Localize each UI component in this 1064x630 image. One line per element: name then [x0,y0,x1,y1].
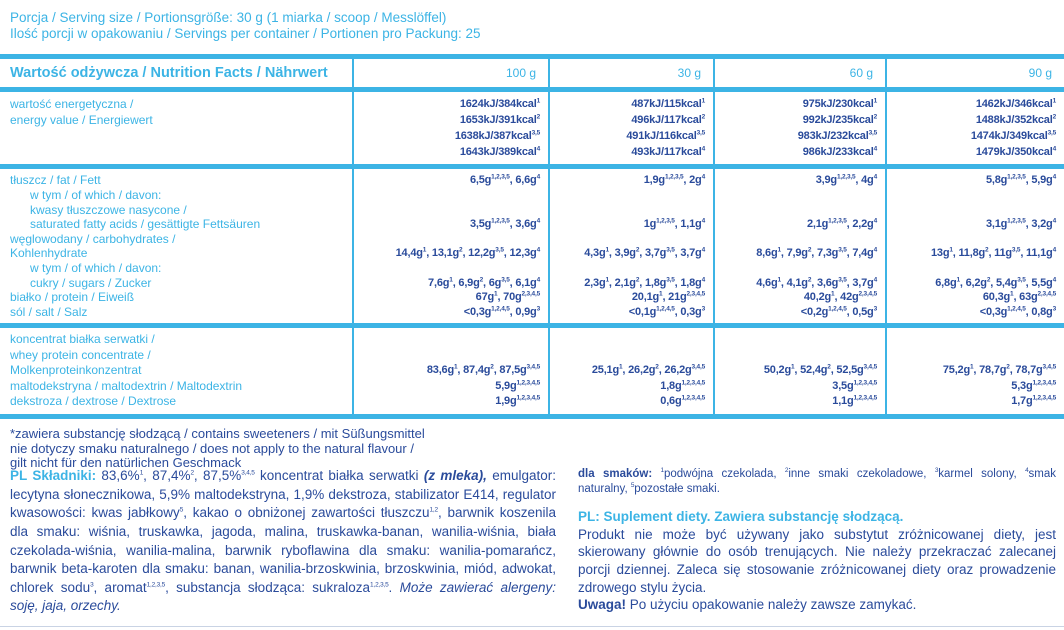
nutrient-label: białko / protein / Eiweiß [10,290,135,305]
text-segment: podwójna czekolada, [663,468,785,480]
nutrient-value: $3,5g^{1,2,3,4,5}$ [832,379,877,392]
nutrient-label: whey protein concentrate / [10,347,151,362]
nutrient-label: Kohlenhydrate [10,246,88,261]
nutrient-value [715,348,877,364]
text-segment: , barwnik koszenila dla smaku: wiśnia, truskawka, jagoda, malina, truskawka-banan, wanilia-wiśnia, biała czekolada-wiśnia, wanilia-malina, barwnik ryboflawina dla smaku: wanilia-pomarańcz, barwnik beta-karoten dla smaku: banan, wanilia-brzoskwinia, brzoskwinia, miód, adwokat, chlorek sodu [10,505,556,595]
nutrient-value: 986kJ/233kcal$^4$ [802,145,877,159]
nutrient-value: $1,8g^{1,2,3,4,5}$ [660,379,705,392]
text-segment: , 87,4% [143,468,191,483]
servings-per-container-line: Ilość porcji w opakowaniu / Servings per container / Portionen pro Packung: 25 [10,26,481,42]
nutrient-value: $25,1g^1$, $26,2g^2$, $26,2g^{3,4,5}$ [591,363,705,377]
footnote-line-2: nie dotyczy smaku naturalnego / does not apply to the natural flavour / [10,440,414,456]
nutrient-label: tłuszcz / fat / Fett [10,173,101,188]
table-section-energy [0,92,1064,169]
nutrient-label: w tym / of which / davon: [30,260,162,275]
text-segment: 83,6% [96,468,140,483]
nutrient-label: maltodekstryna / maltodextrin / Maltodextrin [10,378,243,393]
nutrient-value: 491kJ/116kcal$^{3,5}$ [626,129,705,143]
nutrient-value: 1479kJ/350kcal$^4$ [975,145,1056,159]
nutrient-value: $4,6g^1$, $4,1g^2$, $3,6g^{3,5}$, $3,7g^4$ [756,275,877,289]
nutrient-value [354,188,540,203]
text-segment: 1,2 [429,506,438,514]
footnote-line-3: gilt nicht für den natürlichen Geschmack [10,455,242,471]
column-header-30g: 30 g [548,59,713,87]
nutrient-value [715,203,877,218]
nutrient-value: $6,5g^{1,2,3,5}$, $6,6g^4$ [469,173,540,187]
value-column-100g [352,169,548,323]
right-info-panel [578,467,1056,614]
nutrient-label: energy value / Energiewert [10,113,153,128]
nutrition-table [0,54,1064,418]
warning-label: Uwaga! [578,597,627,613]
value-column-60g [713,92,885,164]
value-column-100g [352,92,548,164]
nutrient-value [715,332,877,348]
nutrient-value: $3,5g^{1,2,3,5}$, $3,6g^4$ [469,217,540,231]
usage-warning [578,596,1056,614]
value-column-30g [548,328,713,414]
text-segment: , aromat [93,579,147,595]
text-segment: 1 [139,469,144,477]
nutrient-label-column [0,328,352,414]
nutrient-label-column [0,92,352,164]
sweetener-footnote [10,427,1064,471]
text-segment: smak naturalny, [578,468,1056,495]
text-segment: 3 [90,581,94,589]
text-segment: 3 [934,467,939,475]
text-segment: PL Składniki: [10,468,97,483]
text-segment: , substancja słodząca: sukraloza [165,579,371,595]
text-segment: 2 [784,467,789,475]
text-segment: 4 [1025,467,1029,475]
nutrient-value [550,203,705,218]
nutrient-value: $83,6g^1$, $87,4g^2$, $87,5g^{3,4,5}$ [426,363,540,377]
nutrient-label: wartość energetyczna / [10,97,134,112]
nutrient-value: 496kJ/117kcal$^2$ [631,113,705,127]
nutrient-value: $1,9g^{1,2,3,5}$, $2g^4$ [643,173,705,187]
nutrient-value: $40,2g^1$, $42g^{2,3,4,5}$ [803,290,877,304]
nutrient-value: $14,4g^1$, $13,1g^2$, $12,2g^{3,5}$, $12,3g^4$ [395,246,540,260]
nutrient-value: 992kJ/235kcal$^2$ [802,113,877,127]
supplement-heading: PL: Suplement diety. Zawiera substancję słodzącą. [578,508,904,524]
nutrient-value: 1474kJ/349kcal$^{3,5}$ [970,129,1056,143]
nutrient-value: $1g^{1,2,3,5}$, $1,1g^4$ [643,217,705,231]
warning-text: Po użyciu opakowanie należy zawsze zamykać. [626,597,917,613]
nutrient-value: $1,1g^{1,2,3,4,5}$ [832,394,877,408]
value-column-90g [885,92,1064,164]
text-segment: , kakao o obniżonej zawartości tłuszczu [183,505,430,521]
nutrient-label [10,128,352,144]
value-column-30g [548,169,713,323]
flavor-footnotes [578,467,1056,497]
nutrient-label: węglowodany / carbohydrates / [10,231,176,246]
nutrient-label: cukry / sugars / Zucker [30,275,152,290]
nutrient-value [887,261,1056,276]
text-segment: , 87,5% [193,468,242,483]
nutrient-value [887,188,1056,203]
table-section-whey [0,328,1064,414]
nutrient-value: $3,1g^{1,2,3,5}$, $3,2g^4$ [985,217,1056,231]
nutrient-label [10,144,352,160]
nutrient-label: sól / salt / Salz [10,304,88,319]
value-column-90g [885,328,1064,414]
nutrient-value: $20,1g^1$, $21g^{2,3,4,5}$ [631,290,705,304]
nutrient-value [715,232,877,247]
nutrient-value: $5,8g^{1,2,3,5}$, $5,9g^4$ [985,173,1056,187]
text-segment: Może zawierać alergeny: soję, jaja, orzechy. [10,579,556,614]
nutrient-value [354,232,540,247]
nutrient-value: $5,9g^{1,2,3,4,5}$ [495,379,540,392]
value-column-100g [352,328,548,414]
nutrient-value: 487kJ/115kcal$^1$ [631,97,705,111]
nutrient-value [354,203,540,218]
nutrient-value [715,188,877,203]
nutrient-label: dekstroza / dextrose / Dextrose [10,394,177,409]
nutrient-value: $<0,2g^{1,2,4,5}$, $0,5g^3$ [800,305,877,318]
footnote-line-1: *zawiera substancję słodzącą / contains sweeteners / mit Süßungsmittel [10,425,425,441]
nutrient-value [550,261,705,276]
nutrient-value: $6,8g^1$, $6,2g^2$, $5,4g^{3,5}$, $5,5g^4$ [935,275,1056,289]
text-segment: 1 [660,467,664,475]
nutrition-table-header [0,59,1064,92]
nutrient-value [550,348,705,364]
supplement-body-text: Produkt nie może być używany jako substytut zróżnicowanej diety, jest skierowany głównie do osób trenujących. Nie należy przekraczać zalecanej porcji dziennej. Zaleca się stosowanie zróżnicowanej diety oraz prowadzenie zdrowego stylu życia. [578,526,1056,595]
table-sections [0,92,1064,413]
nutrient-value: $2,3g^1$, $2,1g^2$, $1,8g^{3,5}$, $1,8g^4$ [584,275,705,289]
column-header-100g: 100 g [352,59,548,87]
nutrient-value: $2,1g^{1,2,3,5}$, $2,2g^4$ [806,217,877,231]
nutrient-value: $1,9g^{1,2,3,4,5}$ [495,394,540,408]
text-segment: dla smaków: [578,468,661,480]
value-column-30g [548,92,713,164]
nutrient-value: 1653kJ/391kcal$^2$ [459,113,540,127]
column-header-90g: 90 g [885,59,1064,87]
nutrient-value: $4,3g^1$, $3,9g^2$, $3,7g^{3,5}$, $3,7g^4$ [584,246,705,260]
nutrient-value: 1624kJ/384kcal$^1$ [459,97,540,111]
column-header-60g: 60 g [713,59,885,87]
nutrient-value: $<0,3g^{1,2,4,5}$, $0,8g^3$ [979,305,1056,318]
nutrient-value: 975kJ/230kcal$^1$ [802,97,877,111]
nutrient-value: $5,3g^{1,2,3,4,5}$ [1011,379,1056,392]
text-segment: 3,4,5 [241,469,255,477]
nutrient-value: 983kJ/232kcal$^{3,5}$ [797,129,877,143]
text-segment: inne smaki czekoladowe, [788,468,935,480]
nutrient-value [354,332,540,348]
serving-size-line: Porcja / Serving size / Portionsgröße: 30 g (1 miarka / scoop / Messlöffel) [10,10,447,25]
nutrient-value: $8,6g^1$, $7,9g^2$, $7,3g^{3,5}$, $7,4g^4$ [756,246,877,260]
value-column-60g [713,328,885,414]
nutrient-value [550,332,705,348]
text-segment: . [388,579,400,595]
nutrient-value: 1643kJ/389kcal$^4$ [459,145,540,159]
text-segment: 2 [190,469,194,477]
nutrient-value [887,232,1056,247]
text-segment: 1,2,3,5 [370,581,389,589]
nutrient-value: $1,7g^{1,2,3,4,5}$ [1011,394,1056,408]
text-segment: 5 [630,482,635,490]
nutrient-value [354,261,540,276]
ingredients-paragraph [10,467,556,616]
nutrient-value: $13g^1$, $11,8g^2$, $11g^{3,5}$, $11,1g^4$ [931,246,1056,260]
text-segment: karmel solony, [938,468,1026,480]
nutrient-value: $0,6g^{1,2,3,4,5}$ [660,394,705,408]
nutrient-label: Molkenproteinkonzentrat [10,363,142,378]
nutrient-value: $3,9g^{1,2,3,5}$, $4g^4$ [815,173,877,187]
nutrient-value: $67g^1$, $70g^{2,3,4,5}$ [475,290,540,304]
value-column-90g [885,169,1064,323]
nutrient-value: $<0,1g^{1,2,4,5}$, $0,3g^3$ [628,305,705,318]
nutrient-value [550,188,705,203]
nutrient-value: 1488kJ/352kcal$^2$ [975,113,1056,127]
text-segment: emulgator: lecytyna słonecznikowa, 5,9% maltodekstryna, 1,9% dekstroza, stabilizator E414, regulator kwasowości: kwas jabłkowy [10,468,557,521]
nutrient-value [715,261,877,276]
nutrient-label-column [0,169,352,323]
nutrient-value [887,348,1056,364]
nutrient-label: w tym / of which / davon: [30,187,162,202]
nutrient-value [550,232,705,247]
value-column-60g [713,169,885,323]
text-segment: pozostałe smaki. [634,482,720,495]
nutrient-value: 493kJ/117kcal$^4$ [631,145,705,159]
nutrient-value: 1638kJ/387kcal$^{3,5}$ [454,129,540,143]
nutrient-value: $<0,3g^{1,2,4,5}$, $0,9g^3$ [463,305,540,318]
nutrient-value: $60,3g^1$, $63g^{2,3,4,5}$ [982,290,1056,304]
text-segment: 5 [179,506,184,514]
nutrient-label: koncentrat białka serwatki / [10,332,155,347]
text-segment: (z mleka), [423,468,487,483]
nutrition-table-title: Wartość odżywcza / Nutrition Facts / Nährwert [10,65,328,82]
nutrient-label: saturated fatty acids / gesättigte Fettsäuren [30,217,261,232]
nutrient-value: $50,2g^1$, $52,4g^2$, $52,5g^{3,4,5}$ [763,363,877,377]
serving-info [0,0,1064,42]
nutrient-label: kwasy tłuszczowe nasycone / [30,202,187,217]
text-segment: koncentrat białka serwatki [254,468,424,483]
nutrient-value [887,203,1056,218]
nutrient-value [887,332,1056,348]
nutrient-value [354,348,540,364]
nutrient-value: $7,6g^1$, $6,9g^2$, $6g^{3,5}$, $6,1g^4$ [428,275,540,289]
table-section-macros [0,169,1064,328]
nutrient-value: 1462kJ/346kcal$^1$ [975,97,1056,111]
nutrient-value: $75,2g^1$, $78,7g^2$, $78,7g^{3,4,5}$ [942,363,1056,377]
text-segment: 1,2,3,5 [146,581,166,589]
bottom-divider-line [0,626,1064,627]
